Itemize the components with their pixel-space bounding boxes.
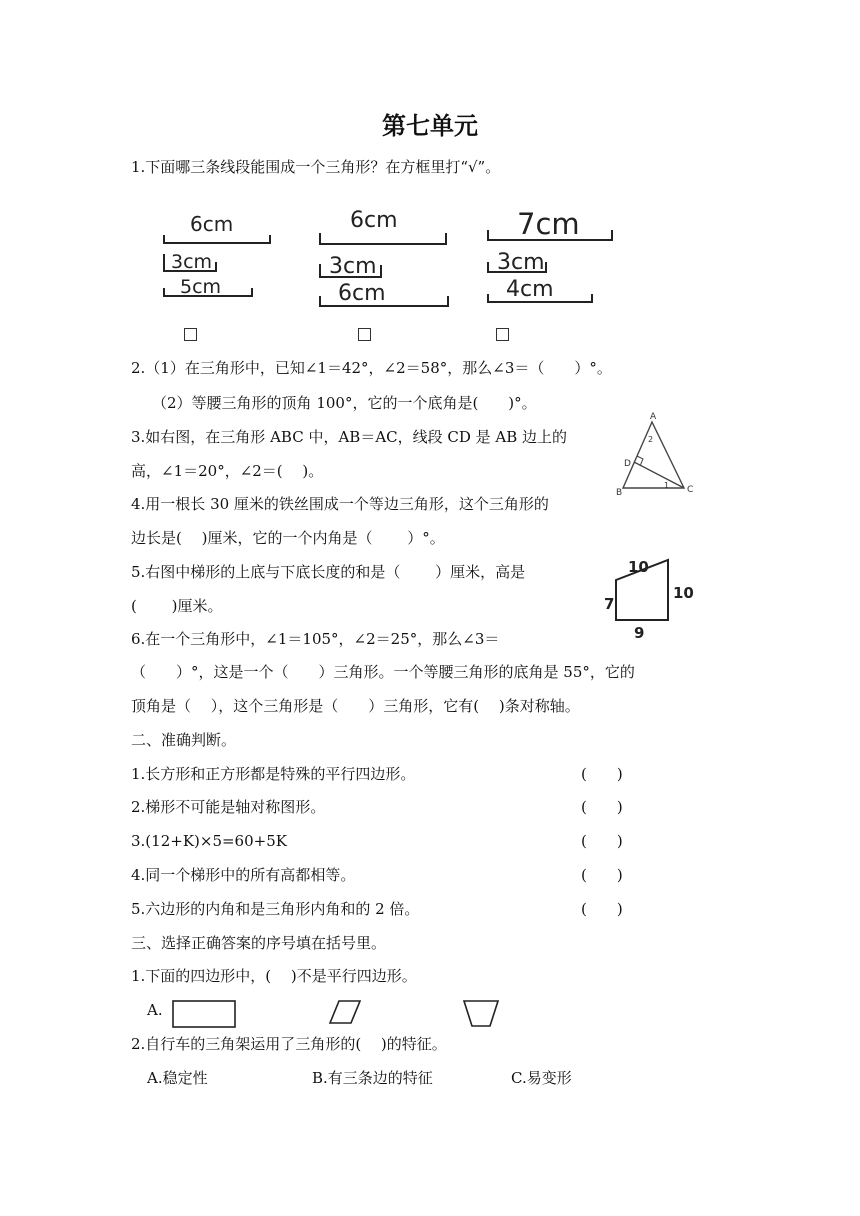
angle-label-2: 2 <box>648 435 654 444</box>
judge-answer-paren[interactable]: ( ) <box>581 798 623 816</box>
q5-text-a: 5.右图中梯形的上底与下底长度的和是（ ）厘米，高是 <box>131 563 526 581</box>
judge-heading: 二、准确判断。 <box>131 731 237 749</box>
q2-2-text: （2）等腰三角形的顶角 100°，它的一个底角是( )°。 <box>152 394 537 412</box>
judge-item: 5.六边形的内角和是三角形内角和的 2 倍。 <box>131 900 420 918</box>
page-title: 第七单元 <box>382 112 478 140</box>
judge-answer-paren[interactable]: ( ) <box>581 900 623 918</box>
segment-label: 7cm <box>517 207 580 241</box>
vertex-label-d: D <box>624 459 631 469</box>
choose-q1-option-a: A. <box>147 1001 163 1019</box>
q6-text-b: （ ）°，这是一个（ ）三角形。一个等腰三角形的底角是 55°，它的 <box>131 663 635 681</box>
rectangle-shape <box>173 1001 235 1027</box>
angle-label-1: 1 <box>664 481 670 490</box>
trapezoid-bottom-label: 9 <box>634 624 645 642</box>
q4-text-a: 4.用一根长 30 厘米的铁丝围成一个等边三角形，这个三角形的 <box>131 495 549 513</box>
q3-text-a: 3.如右图，在三角形 ABC 中，AB＝AC，线段 CD 是 AB 边上的 <box>131 428 568 446</box>
choose-heading: 三、选择正确答案的序号填在括号里。 <box>131 934 387 952</box>
choose-q2-option-c: C.易变形 <box>511 1069 572 1087</box>
judge-item: 3.(12+K)×5=60+5K <box>131 832 287 850</box>
q2-1-text: 2.（1）在三角形中，已知∠1＝42°，∠2＝58°，那么∠3＝（ ）°。 <box>131 359 612 377</box>
judge-answer-paren[interactable]: ( ) <box>581 765 623 783</box>
trapezoid-shape <box>464 1001 498 1026</box>
segment-label: 6cm <box>338 281 386 306</box>
judge-item: 2.梯形不可能是轴对称图形。 <box>131 798 326 816</box>
choose-q2-option-b: B.有三条边的特征 <box>312 1069 433 1087</box>
trapezoid-left-label: 7 <box>604 595 615 613</box>
segment-label: 6cm <box>350 208 398 233</box>
trapezoid-right-label: 10 <box>673 584 694 602</box>
judge-item: 4.同一个梯形中的所有高都相等。 <box>131 866 356 884</box>
choose-q2-option-a: A.稳定性 <box>147 1069 208 1087</box>
q1-text: 1.下面哪三条线段能围成一个三角形？在方框里打“√”。 <box>131 158 501 176</box>
q5-text-b: ( )厘米。 <box>131 597 223 615</box>
judge-answer-paren[interactable]: ( ) <box>581 866 623 884</box>
segment-label: 5cm <box>180 276 222 298</box>
vertex-label-b: B <box>616 488 623 498</box>
q4-text-b: 边长是( )厘米，它的一个内角是（ ）°。 <box>131 529 445 547</box>
judge-answer-paren[interactable]: ( ) <box>581 832 623 850</box>
judge-item: 1.长方形和正方形都是特殊的平行四边形。 <box>131 765 416 783</box>
segment-label: 4cm <box>506 277 554 302</box>
segment-label: 3cm <box>329 254 377 279</box>
vertex-label-a: A <box>650 412 657 422</box>
segment-label: 6cm <box>190 212 234 236</box>
q6-text-c: 顶角是（ ），这个三角形是（ ）三角形，它有( )条对称轴。 <box>131 697 580 715</box>
trapezoid-top-label: 10 <box>628 558 649 576</box>
segment-label: 3cm <box>497 250 545 275</box>
segment-label: 3cm <box>171 251 213 273</box>
choose-q1-text: 1.下面的四边形中，( )不是平行四边形。 <box>131 967 417 985</box>
choose-q2-text: 2.自行车的三角架运用了三角形的( )的特征。 <box>131 1035 447 1053</box>
q3-text-b: 高，∠1＝20°，∠2＝( )。 <box>131 462 324 480</box>
q6-text-a: 6.在一个三角形中，∠1＝105°，∠2＝25°，那么∠3＝ <box>131 630 500 648</box>
parallelogram-shape <box>330 1001 360 1023</box>
vertex-label-c: C <box>687 485 694 495</box>
